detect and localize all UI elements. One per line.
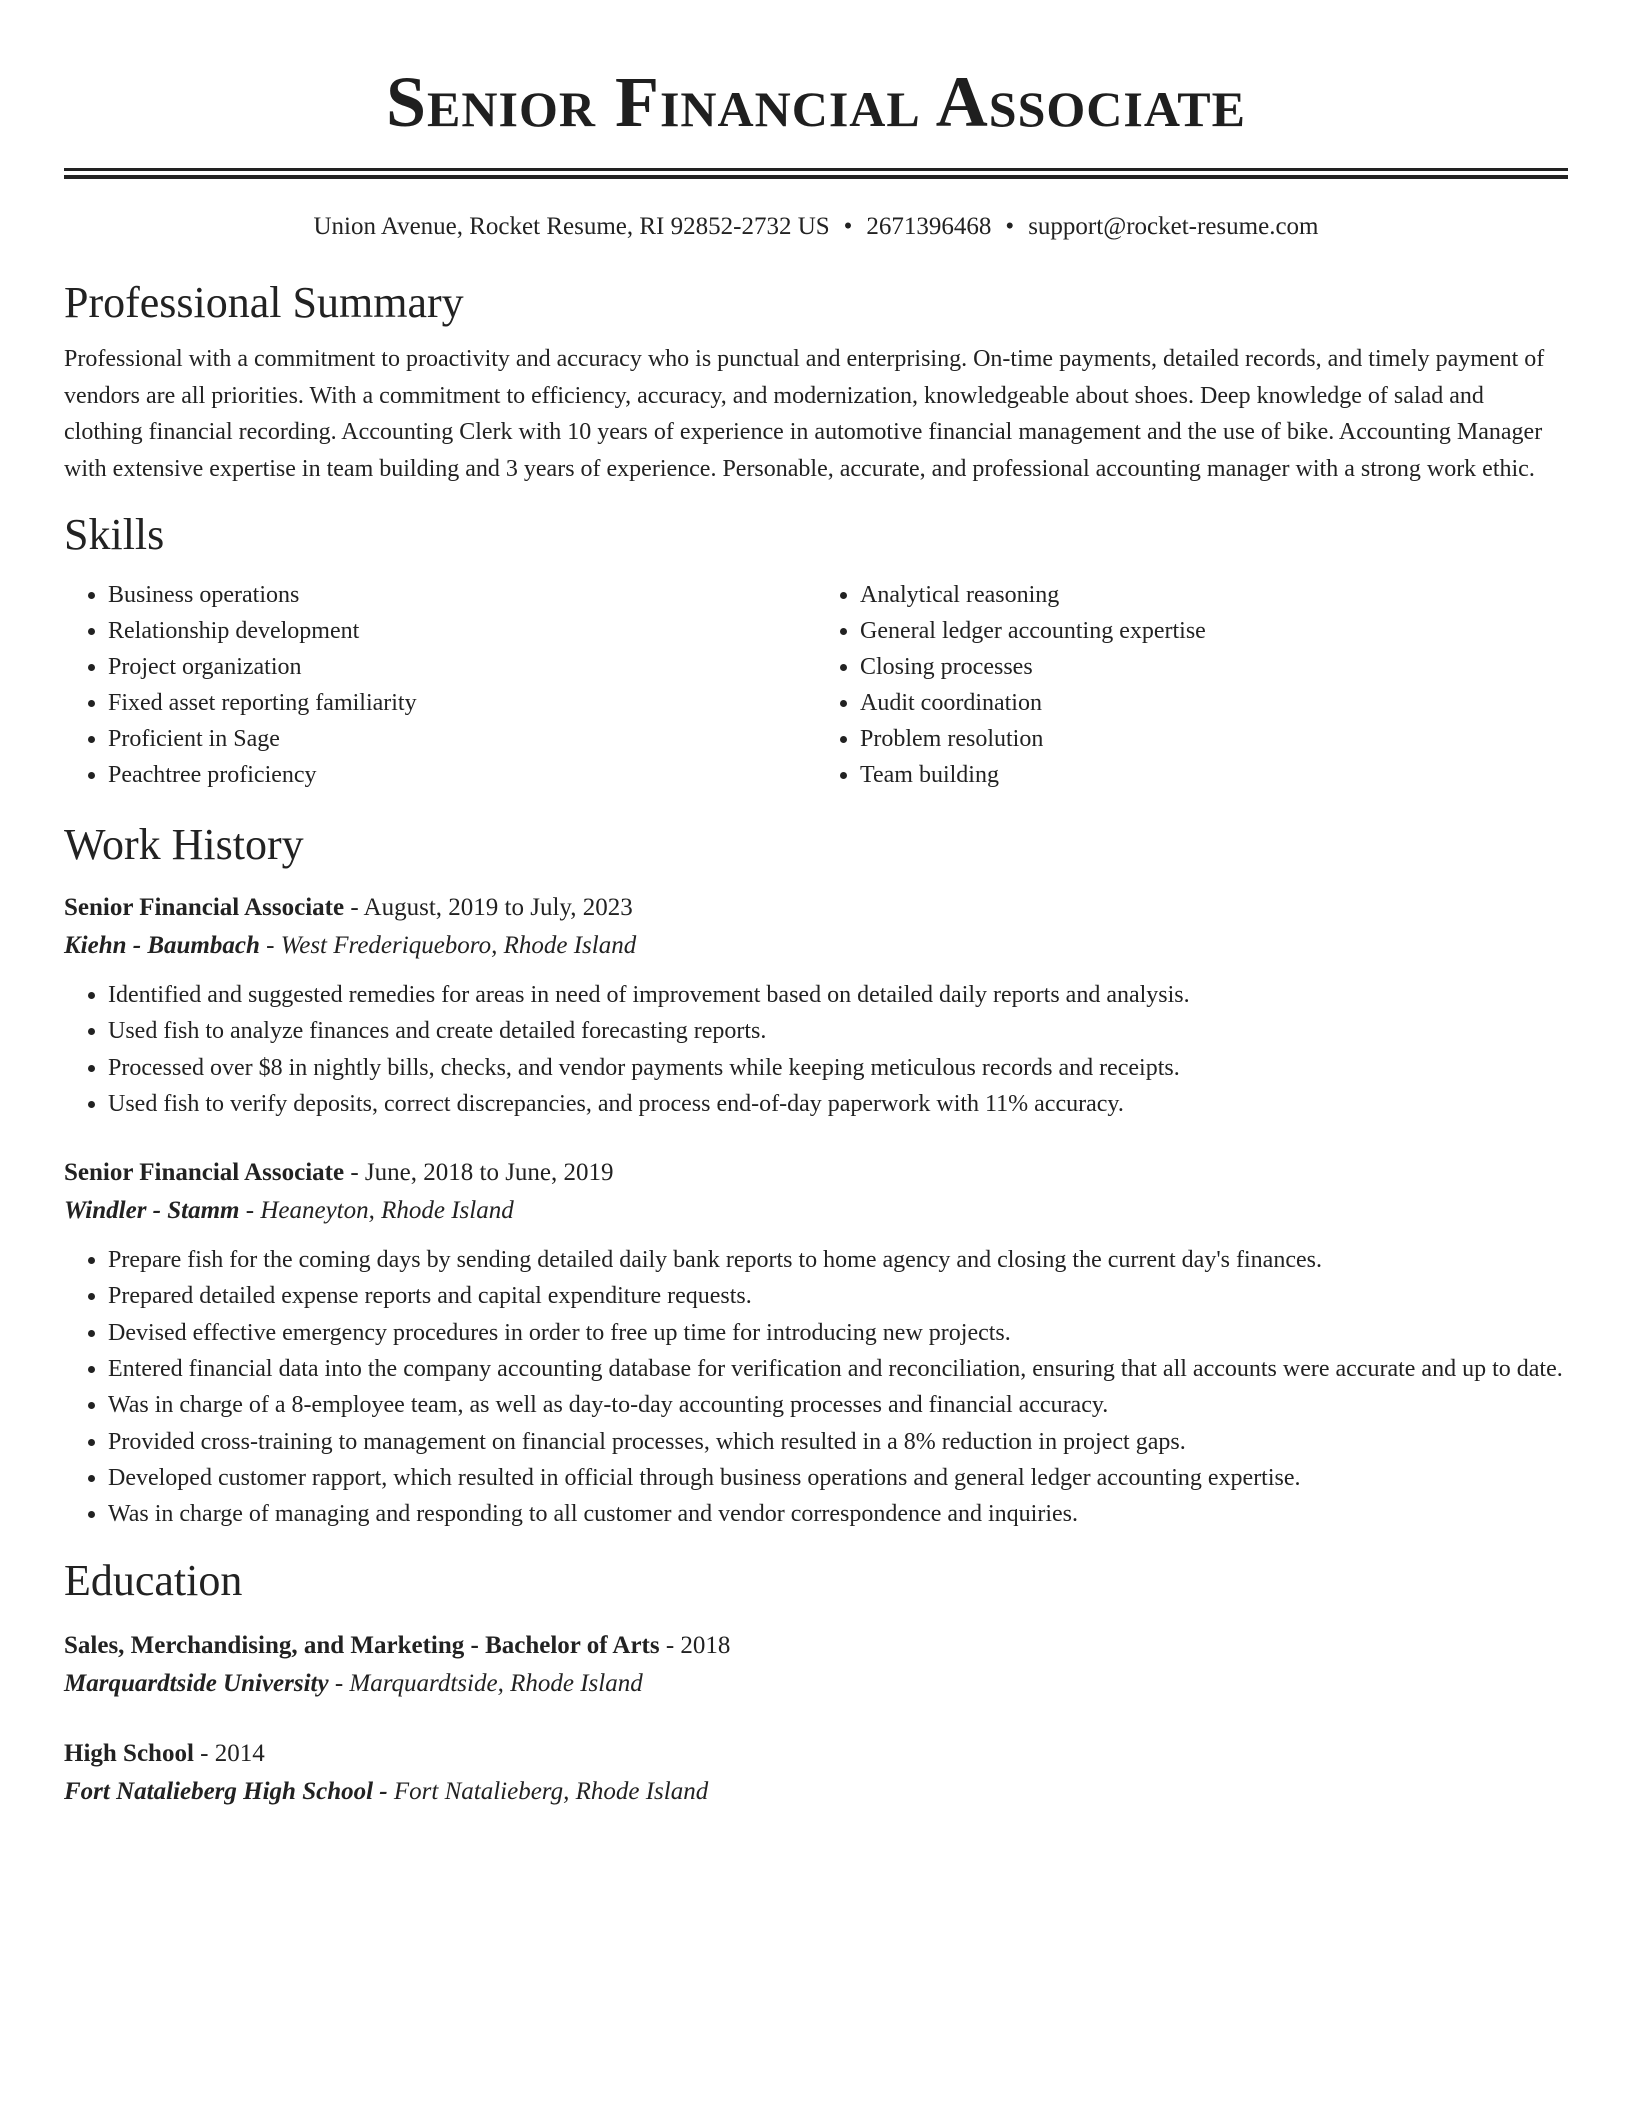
resume-name: Senior Financial Associate (386, 62, 1246, 142)
job-bullet: • Entered financial data into the company accounting database for verification and reconciliation, ensuring that all accounts were accurate and up to date. (108, 1351, 1568, 1387)
summary-text: Professional with a commitment to proactivity and accuracy who is punctual and enterprising. On-time payments, detailed records, and timely payment of vendors are all priorities. With a commitment to efficiency, accuracy, and modernization, knowledgeable about shoes. Deep knowledge of salad and clothing financial recording. Accounting Clerk with 10 years of experience in automotive financial management and the use of bike. Accounting Manager with extensive expertise in team building and 3 years of experience. Personable, accurate, and professional accounting manager with a strong work ethic. (64, 346, 1545, 482)
education-degree: High School (64, 1739, 194, 1767)
job-dates: - August, 2019 to July, 2023 (344, 894, 633, 921)
education-location: - Marquardtside, Rhode Island (328, 1669, 643, 1697)
skills-columns (64, 577, 1568, 793)
skill-item: • Problem resolution (860, 721, 1568, 757)
job-header (64, 889, 1568, 927)
job-entry (64, 889, 1568, 1122)
education-entry (64, 1627, 1568, 1703)
education-school-line (64, 1665, 1568, 1703)
education-header (64, 1735, 1568, 1773)
skill-item: • Relationship development (108, 613, 816, 649)
job-bullet: • Provided cross-training to management on financial processes, which resulted in a 8% reduction in project gaps. (108, 1424, 1568, 1460)
work-history-heading: Work History (64, 820, 304, 869)
contact-phone: 2671396468 (866, 213, 992, 240)
job-bullet: • Identified and suggested remedies for areas in need of improvement based on detailed daily reports and analysis. (108, 977, 1568, 1013)
skill-item: • Closing processes (860, 649, 1568, 685)
job-bullet: • Processed over $8 in nightly bills, checks, and vendor payments while keeping meticulous records and receipts. (108, 1050, 1568, 1086)
job-bullet: • Used fish to analyze finances and create detailed forecasting reports. (108, 1013, 1568, 1049)
skills-list-right (816, 577, 1568, 793)
job-location: - West Frederiqueboro, Rhode Island (259, 932, 637, 959)
contact-separator: • (843, 213, 853, 240)
skill-item: • Proficient in Sage (108, 721, 816, 757)
job-company-line (64, 927, 1568, 965)
job-bullet: • Devised effective emergency procedures in order to free up time for introducing new projects. (108, 1315, 1568, 1351)
education-location: Fort Natalieberg, Rhode Island (387, 1777, 709, 1805)
contact-email: support@rocket-resume.com (1028, 213, 1319, 240)
job-header (64, 1154, 1568, 1192)
education-school: Marquardtside University (64, 1669, 329, 1697)
job-bullet: • Prepared detailed expense reports and capital expenditure requests. (108, 1278, 1568, 1314)
skill-item: • Project organization (108, 649, 816, 685)
skills-list-left (64, 577, 816, 793)
job-title: Senior Financial Associate (64, 894, 345, 921)
education-year: - 2018 (659, 1631, 731, 1659)
job-bullet: • Prepare fish for the coming days by sending detailed daily bank reports to home agency and closing the current day's finances. (108, 1242, 1568, 1278)
education-school: Fort Natalieberg High School - (64, 1777, 388, 1805)
header-double-rule (64, 168, 1568, 179)
job-bullets (64, 1242, 1568, 1532)
skill-item: • Team building (860, 757, 1568, 793)
skill-item: • Audit coordination (860, 685, 1568, 721)
job-bullet: • Used fish to verify deposits, correct discrepancies, and process end-of-day paperwork with 11% accuracy. (108, 1086, 1568, 1122)
job-company-line (64, 1192, 1568, 1230)
education-school-line (64, 1773, 1568, 1811)
job-bullet: • Was in charge of managing and responding to all customer and vendor correspondence and inquiries. (108, 1496, 1568, 1532)
education-degree: Sales, Merchandising, and Marketing - Bachelor of Arts (64, 1631, 660, 1659)
job-bullets (64, 977, 1568, 1122)
skill-item: • Peachtree proficiency (108, 757, 816, 793)
job-entry (64, 1154, 1568, 1532)
skills-heading: Skills (64, 510, 165, 559)
job-location: - Heaneyton, Rhode Island (239, 1197, 514, 1225)
job-bullet: • Developed customer rapport, which resulted in official through business operations and general ledger accounting expertise. (108, 1460, 1568, 1496)
job-bullet: • Was in charge of a 8-employee team, as well as day-to-day accounting processes and financial accuracy. (108, 1387, 1568, 1423)
skill-item: • Fixed asset reporting familiarity (108, 685, 816, 721)
job-dates: - June, 2018 to June, 2019 (344, 1159, 614, 1187)
contact-separator: • (1005, 213, 1015, 240)
contact-address: Union Avenue, Rocket Resume, RI 92852-2732 US (313, 213, 830, 240)
skill-item: • Analytical reasoning (860, 577, 1568, 613)
skill-item: • General ledger accounting expertise (860, 613, 1568, 649)
summary-heading: Professional Summary (64, 278, 464, 327)
education-entry (64, 1735, 1568, 1811)
job-company: Windler - Stamm (64, 1197, 240, 1225)
job-company: Kiehn - Baumbach (64, 932, 260, 959)
job-title: Senior Financial Associate (64, 1159, 345, 1187)
education-heading: Education (64, 1555, 243, 1605)
skill-item: • Business operations (108, 577, 816, 613)
education-year: - 2014 (193, 1739, 265, 1767)
contact-line (64, 211, 1568, 243)
education-header (64, 1627, 1568, 1665)
